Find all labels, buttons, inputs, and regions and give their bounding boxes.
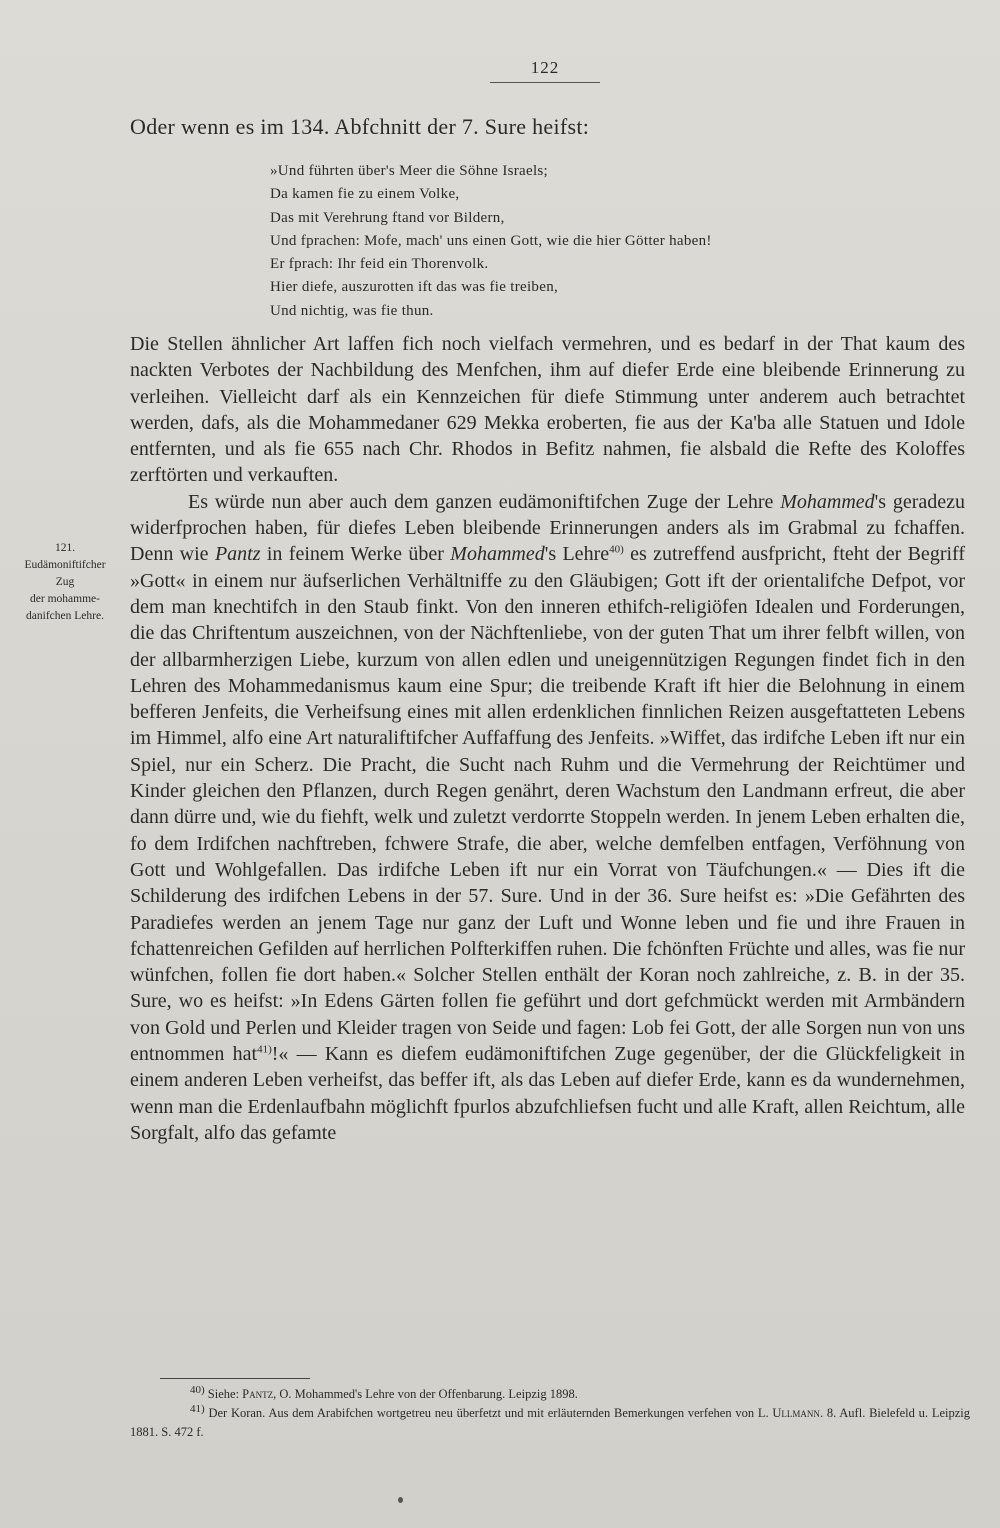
footnote-ref-40[interactable]: 40) (609, 543, 624, 556)
verse-line: Das mit Verehrung ftand vor Bildern, (270, 209, 505, 226)
footnote-mark: 41) (190, 1402, 205, 1415)
margin-note-number: 121. (54, 542, 76, 554)
text-run: , O. Mohammed's Lehre von der Offenbarung. Leipzig 1898. (273, 1387, 578, 1401)
name-pantz: Pantz (214, 543, 261, 566)
margin-note-line: Zug (55, 576, 75, 588)
margin-note-line: der mohamme- (30, 593, 100, 605)
text-run: es zutreffend ausfpricht, fteht der Begriff »Gott« in einem nur äufserlichen Verhältniffe zu den Gläubigen; Gott ift der orientalifche Defpot, vor dem man knechtifch in den Staub finkt. Von den inneren ethifch-religiöfen Idealen und Forderungen, die das Chriftentum auszeichnen, von der Nächftenliebe, von der guten That um ihrer felbft willen, von der allbarmherzigen Liebe, kurzum von allen edlen und uneigennützigen Regungen findet fich in den Lehren des Mohammedanismus kaum eine Spur; die treibende Kraft ift hier die Belohnung in einem befferen Jenfeits, die Verheifsung eines mit allen erdenklichen finnlichen Reizen ausgeftatteten Lebens im Himmel, alfo eine Art naturaliftifcher Auffaffung des Jenfeits. »Wiffet, das irdifche Leben ift nur ein Spiel, nur ein Scherz. Die Pracht, die Sucht nach Ruhm und die Vermehrung der Reichtümer und Kinder gleichen den Pflanzen, durch Regen genährt, deren Wachstum den Landmann erfreut, die aber dann dürre und, wie du fiehft, welk und zuletzt verdorrte Stoppeln werden. In jenem Leben erhalten die, fo dem Irdifchen nachftreben, fchwere Strafe, die aber, welche demfelben entfagen, Verföhnung von Gott und Wohlgefallen. Das irdifche Leben ift nur ein Vorrat von Täufchungen.« — Dies ift die Schilderung des irdifchen Lebens in der 57. Sure. Und in der 36. Sure heifst es: »Die Gefährten des Paradiefes werden an jenem Tage nur ganz der Luft und Wonne leben und fie und ihre Frauen in fchattenreichen Gefilden auf herrlichen Polfterkiffen ruhen. Die fchönften Früchte und alles, was fie nur wünfchen, follen fie dort haben.« Solcher Stellen enthält der Koran noch zahlreiche, z. B. in der 35. Sure, wo es heifst: »In Edens Gärten follen fie geführt und dort gefchmückt werden mit Armbändern von Gold und Perlen und Kleider tragen von Seide und fagen: Lob fei Gott, der alle Sorgen nun von uns entnommen hat (130, 543, 965, 1066)
name-mohammed: Mohammed (780, 490, 875, 513)
text-run: Siehe: (204, 1387, 243, 1401)
footnote-author: Pantz (242, 1387, 274, 1401)
verse-line: Er fprach: Ihr feid ein Thorenvolk. (270, 256, 489, 273)
text-run: !« — Kann es diefem eudämoniftifchen Zuge gegenüber, der die Glückfeligkeit in einem anderen Leben verheifst, das beffer ift, als das Leben auf diefer Erde, kann es da wundernehmen, wenn man die Erdenlaufbahn möglichft fpurlos abzufchliefsen fucht und alle Kraft, allen Reichtum, alle Sorgfalt, alfo das gefamte (130, 1043, 965, 1144)
footnote-40 (130, 1385, 970, 1404)
verse-line: Da kamen fie zu einem Volke, (270, 186, 460, 203)
verse-line: Und fprachen: Mofe, mach' uns einen Gott, wie die hier Götter haben! (270, 232, 712, 249)
name-mohammed: Mohammed (450, 543, 545, 566)
footnotes (130, 1385, 970, 1442)
text-run: . 8. Aufl. Bielefeld u. Leipzig 1881. S. 472 f. (130, 1406, 970, 1439)
intro-line: Oder wenn es im 134. Abfchnitt der 7. Sure heifst: (130, 114, 590, 139)
footnote-author: L. Ullmann (757, 1406, 820, 1420)
text-run: Der Koran. Aus dem Arabifchen wortgetreu neu überfetzt und mit erläuternden Bemerkungen verfehen von (204, 1406, 758, 1420)
page-number: 122 (490, 58, 600, 83)
text-run: 's Lehre (544, 543, 610, 566)
body-text (130, 331, 965, 1146)
footnote-ref-41[interactable]: 41) (257, 1043, 272, 1056)
text-run: in feinem Werke über (260, 543, 451, 566)
text-run: 's geradezu widerfprochen haben, für diefes Leben bleibende Erinnerungen anders als im Grabmal zu fchaffen. Denn wie (130, 490, 965, 566)
verse-line: Hier diefe, auszurotten ift das was fie treiben, (270, 279, 559, 296)
text-run: Es würde nun aber auch dem ganzen eudämoniftifchen Zuge der Lehre (188, 490, 781, 513)
footnote-41 (130, 1404, 970, 1442)
footnote-mark: 40) (190, 1383, 205, 1396)
paragraph-2 (130, 489, 965, 1146)
margin-note (0, 540, 130, 625)
paragraph-1: Die Stellen ähnlicher Art laffen fich noch vielfach vermehren, und es bedarf in der That kaum des nackten Verbotes der Nachbildung des Menfchen, ihm auf diefer Erde eine bleibende Erinnerung zu verleihen. Vielleicht darf als ein Kennzeichen für diefe Stimmung unter anderem auch betrachtet werden, dafs, als die Mohammedaner 629 Mekka eroberten, fie aus der Ka'ba alle Statuen und Idole entfernten, und als fie 655 nach Chr. Rhodos in Befitz nahmen, fie alsbald die Refte des Koloffes zerftörten und verkauften. (130, 333, 965, 487)
margin-note-line: danifchen Lehre. (26, 610, 104, 622)
margin-note-line: Eudämoniftifcher (24, 559, 106, 571)
verse-line: »Und führten über's Meer die Söhne Israels; (270, 163, 549, 179)
verse-line: Und nichtig, was fie thun. (270, 302, 434, 319)
quoted-verse (270, 160, 870, 323)
footnote-divider (160, 1378, 310, 1379)
paper-blemish (398, 1497, 403, 1503)
